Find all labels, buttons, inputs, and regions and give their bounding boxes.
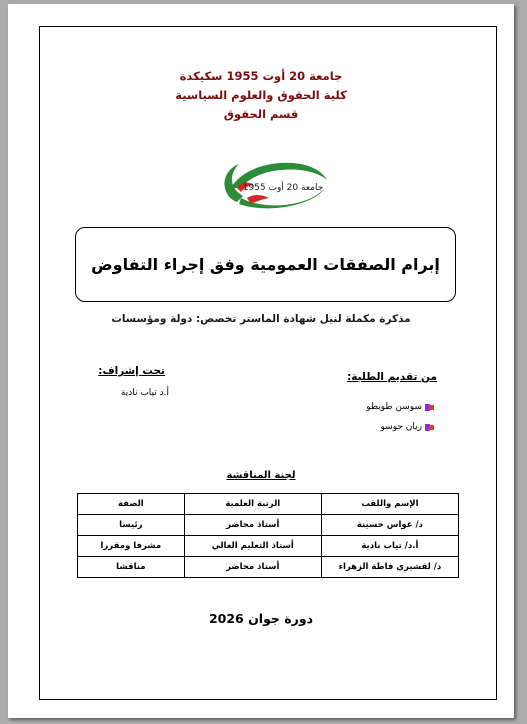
column-header-role: الصفة bbox=[78, 494, 185, 515]
column-header-rank: الرتبة العلمية bbox=[184, 494, 321, 515]
table-cell: د/ لقشيري فاطة الزهراء bbox=[321, 557, 458, 578]
student-name: سوسن طويطو bbox=[366, 402, 422, 412]
table-cell: أستاذ محاضر bbox=[184, 515, 321, 536]
table-cell: أستاذ التعليم العالي bbox=[184, 536, 321, 557]
thesis-subtitle: مذكرة مكملة لنيل شهادة الماستر تخصص: دولة ومؤسسات bbox=[111, 313, 411, 325]
supervisor-label: تحت إشراف: bbox=[98, 365, 165, 377]
bullet-icon bbox=[425, 403, 434, 412]
table-row bbox=[78, 515, 459, 536]
faculty-name: كلية الحقوق والعلوم السياسية bbox=[175, 88, 347, 102]
table-row bbox=[78, 536, 459, 557]
table-cell: أ.د/ تياب نادية bbox=[321, 536, 458, 557]
institution-header bbox=[8, 67, 514, 124]
document-page bbox=[8, 4, 514, 718]
thesis-title: إبرام الصفقات العمومية وفق إجراء التفاوض bbox=[91, 255, 440, 274]
committee-table bbox=[77, 493, 459, 578]
supervisor-name: أ.د تياب نادية bbox=[120, 388, 169, 398]
student-name: ريان حوسو bbox=[380, 422, 422, 432]
student-item bbox=[381, 422, 434, 432]
page-border bbox=[39, 26, 497, 700]
table-row bbox=[78, 557, 459, 578]
session-date: دورة جوان 2026 bbox=[208, 611, 314, 626]
student-item bbox=[366, 402, 434, 412]
thesis-title-box bbox=[75, 227, 456, 302]
university-name: جامعة 20 أوت 1955 سكيكدة bbox=[179, 69, 343, 83]
department-name: قسم الحقوق bbox=[223, 107, 299, 121]
table-cell: مناقشا bbox=[78, 557, 185, 578]
table-cell: أستاذ محاضر bbox=[184, 557, 321, 578]
table-cell: رئيسا bbox=[78, 515, 185, 536]
table-cell: د/ غواس حسينة bbox=[321, 515, 458, 536]
table-cell: مشرفا ومقررا bbox=[78, 536, 185, 557]
bullet-icon bbox=[425, 423, 434, 432]
university-logo bbox=[217, 158, 331, 210]
column-header-name: الإسم واللقب bbox=[321, 494, 458, 515]
logo-text: جامعة 20 أوت 1955 bbox=[242, 183, 324, 193]
table-header-row bbox=[78, 494, 459, 515]
committee-title: لجنة المناقشة bbox=[226, 470, 296, 481]
students-label: من تقديم الطلبة: bbox=[347, 371, 437, 383]
